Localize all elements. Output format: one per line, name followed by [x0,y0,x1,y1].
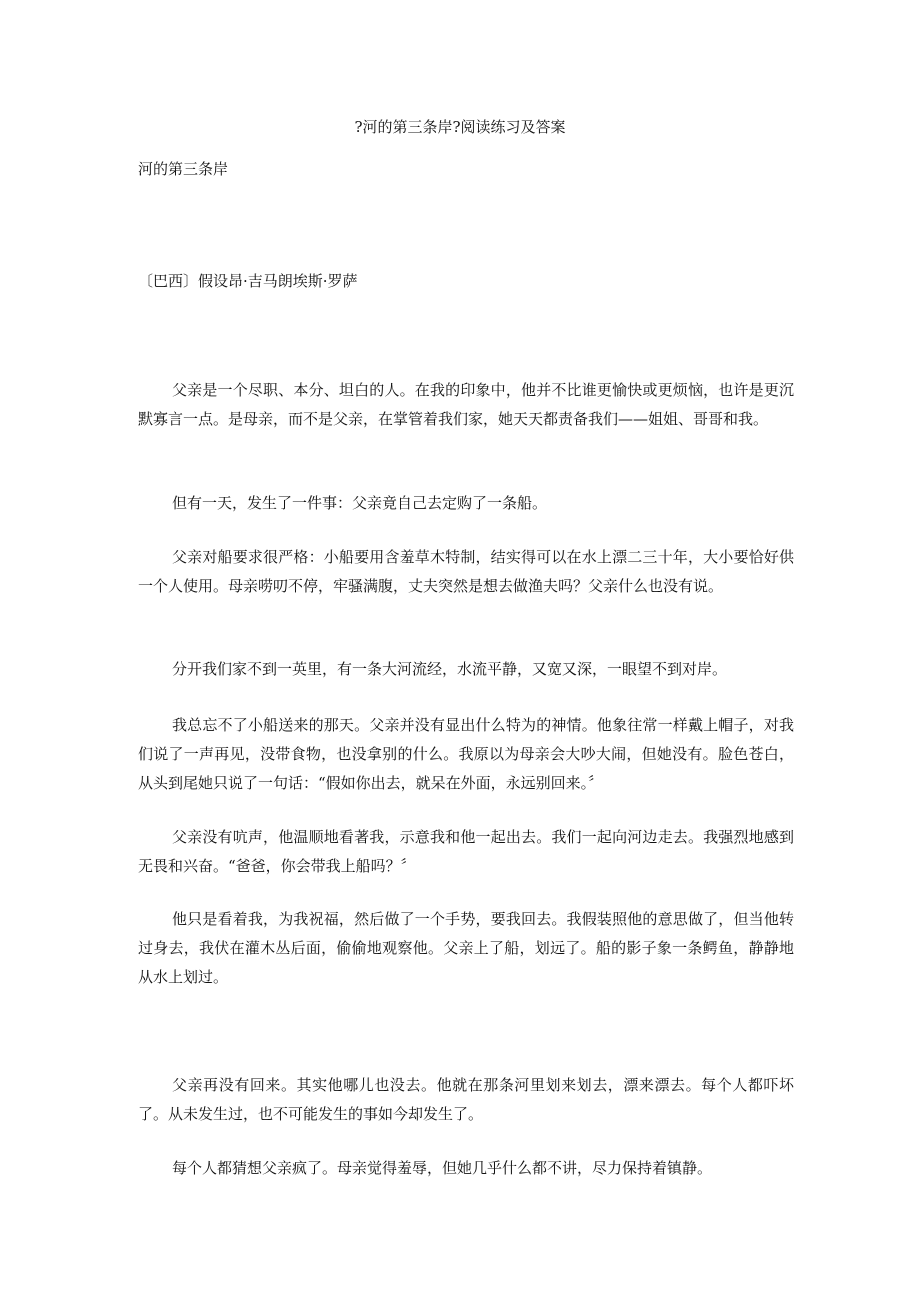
paragraph-8: 父亲再没有回来。其实他哪儿也没去。他就在那条河里划来划去，漂来漂去。每个人都吓坏了。从未发生过，也不可能发生的事如今却发生了。 [138,1076,794,1123]
author-line: 〔巴西〕假设昂·吉马朗埃斯·罗萨 [138,272,358,290]
paragraph-7: 他只是看着我，为我祝福，然后做了一个手势，要我回去。我假装照他的意思做了，但当他转过身去，我伏在灌木丛后面，偷偷地观察他。父亲上了船，划远了。船的影子象一条鳄鱼，静静地从水上划过。 [138,910,794,986]
paragraph-9: 每个人都猜想父亲疯了。母亲觉得羞辱，但她几乎什么都不讲，尽力保持着镇静。 [172,1159,713,1177]
paragraph-2: 但有一天，发生了一件事：父亲竟自己去定购了一条船。 [172,494,548,512]
paragraph-6: 父亲没有吭声，他温顺地看著我，示意我和他一起出去。我们一起向河边走去。我强烈地感到无畏和兴奋。“爸爸，你会带我上船吗？〞 [138,828,794,875]
paragraph-1: 父亲是一个尽职、本分、坦白的人。在我的印象中，他并不比谁更愉快或更烦恼，也许是更沉默寡言一点。是母亲，而不是父亲，在掌管着我们家，她天天都责备我们——姐姐、哥哥和我。 [138,381,794,428]
paragraph-5: 我总忘不了小船送来的那天。父亲并没有显出什么特为的神情。他象往常一样戴上帽子，对我们说了一声再见，没带食物，也没拿别的什么。我原以为母亲会大吵大闹，但她没有。脸色苍白，从头到尾她只说了一句话：“假如你出去，就呆在外面，永远别回来。〞 [138,716,794,792]
story-title: 河的第三条岸 [138,160,229,178]
document-title: ?河的第三条岸?阅读练习及答案 [354,118,566,136]
paragraph-3: 父亲对船要求很严格：小船要用含羞草木特制，结实得可以在水上漂二三十年，大小要恰好供一个人使用。母亲唠叨不停，牢骚满腹，丈夫突然是想去做渔夫吗？父亲什么也没有说。 [138,548,794,595]
paragraph-4: 分开我们家不到一英里，有一条大河流经，水流平静，又宽又深，一眼望不到对岸。 [172,660,728,678]
